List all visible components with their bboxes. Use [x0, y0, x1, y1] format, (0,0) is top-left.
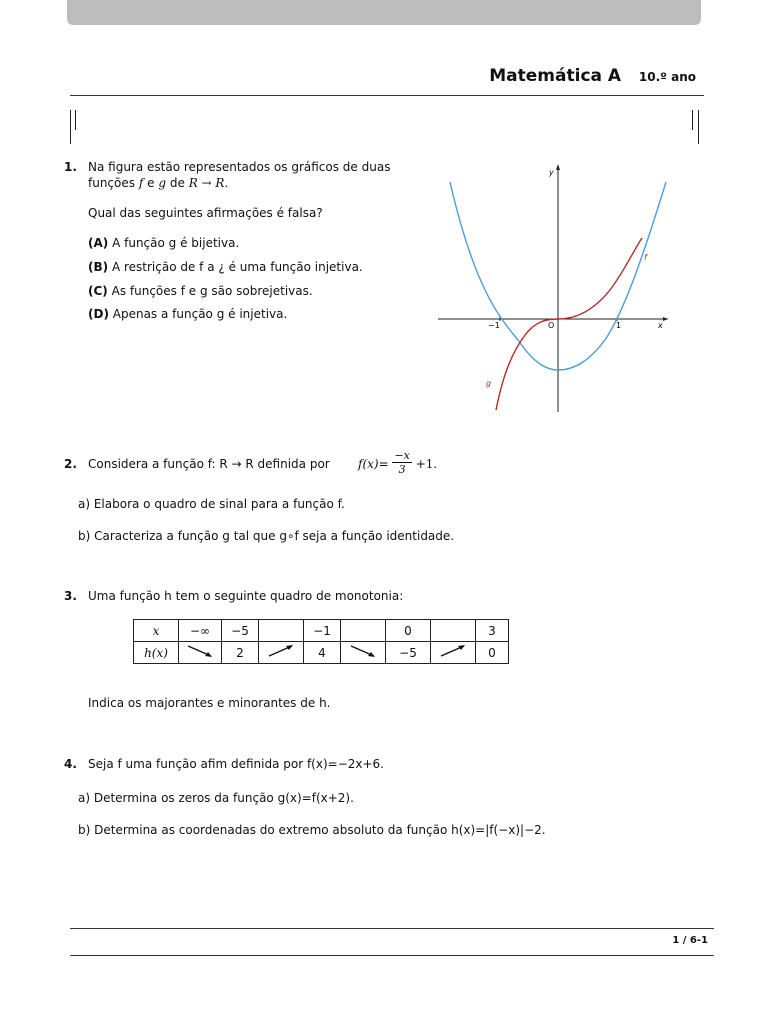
q2-number: 2. — [64, 457, 77, 471]
table-cell: −5 — [222, 620, 259, 642]
g-label: g — [486, 379, 492, 388]
arrow-up-icon — [259, 642, 304, 664]
q3-intro: Uma função h tem o seguinte quadro de monotonia: — [88, 589, 404, 603]
page-number: 1 / 6-1 — [672, 935, 708, 946]
q1-graph — [430, 160, 675, 415]
grade-label: 10.º ano — [638, 70, 696, 84]
q2-part-a: a) Elabora o quadro de sinal para a função f. — [78, 497, 345, 511]
footer-rule-bottom — [70, 955, 714, 956]
table-row-hx — [134, 642, 509, 664]
table-cell: 2 — [222, 642, 259, 664]
q2-intro: Considera a função f: R → R definida por — [88, 457, 330, 471]
q4-number: 4. — [64, 757, 77, 771]
q1-question: Qual das seguintes afirmações é falsa? — [88, 206, 323, 220]
right-bracket-mark — [692, 110, 699, 144]
table-cell: −1 — [304, 620, 341, 642]
q1-option-c: (C) As funções f e g são sobrejetivas. — [88, 284, 313, 298]
x-axis-arrow — [663, 317, 668, 321]
q2-part-b: b) Caracteriza a função g tal que g∘f seja a função identidade. — [78, 529, 455, 543]
arrow-up-icon — [431, 642, 476, 664]
arrow-down-icon — [341, 642, 386, 664]
table-row-x — [134, 620, 509, 642]
y-axis-arrow — [556, 164, 560, 170]
q2-numerator: −x — [394, 449, 410, 462]
monotony-table — [133, 619, 509, 664]
table-cell — [341, 620, 386, 642]
table-cell: −∞ — [179, 620, 222, 642]
q1-number: 1. — [64, 160, 77, 174]
q4-intro: Seja f uma função afim definida por f(x)=−2x+6. — [88, 757, 384, 771]
header-rule — [70, 95, 704, 96]
table-cell: 3 — [476, 620, 509, 642]
table-cell: 4 — [304, 642, 341, 664]
q3-number: 3. — [64, 589, 77, 603]
q2-denominator: 3 — [398, 463, 406, 476]
footer-rule-top — [70, 928, 714, 929]
q1-text-line1: Na figura estão representados os gráficos de duas — [88, 160, 391, 174]
table-cell: 0 — [476, 642, 509, 664]
y-axis-label: y — [549, 168, 554, 177]
q4-part-b: b) Determina as coordenadas do extremo absoluto da função h(x)=|f(−x)|−2. — [78, 823, 546, 837]
q1-option-b: (B) A restrição de f a ¿ é uma função injetiva. — [88, 260, 363, 274]
table-cell: x — [134, 620, 179, 642]
f-label: f — [644, 253, 647, 262]
table-cell: 0 — [386, 620, 431, 642]
table-cell — [431, 620, 476, 642]
table-cell: h(x) — [134, 642, 179, 664]
top-gray-bar — [67, 0, 701, 25]
tick-label-pos1: 1 — [616, 321, 622, 330]
q2-formula: f(x)= $\frac{-x}{3}$ +1. — [358, 449, 438, 476]
q3-question: Indica os majorantes e minorantes de h. — [88, 696, 331, 710]
table-cell — [259, 620, 304, 642]
subject-title: Matemática A — [489, 66, 622, 86]
q1-text-line2: funções f e g de R → R. — [88, 176, 229, 190]
q1-option-a: (A) A função g é bijetiva. — [88, 236, 240, 250]
x-axis-label: x — [658, 321, 663, 330]
tick-label-neg1: −1 — [488, 321, 500, 330]
left-bracket-mark — [70, 110, 77, 144]
q4-part-a: a) Determina os zeros da função g(x)=f(x+2). — [78, 791, 354, 805]
table-cell: −5 — [386, 642, 431, 664]
page-header — [489, 66, 696, 86]
arrow-down-icon — [179, 642, 222, 664]
q1-option-d: (D) Apenas a função g é injetiva. — [88, 307, 288, 321]
origin-label: O — [548, 321, 555, 330]
